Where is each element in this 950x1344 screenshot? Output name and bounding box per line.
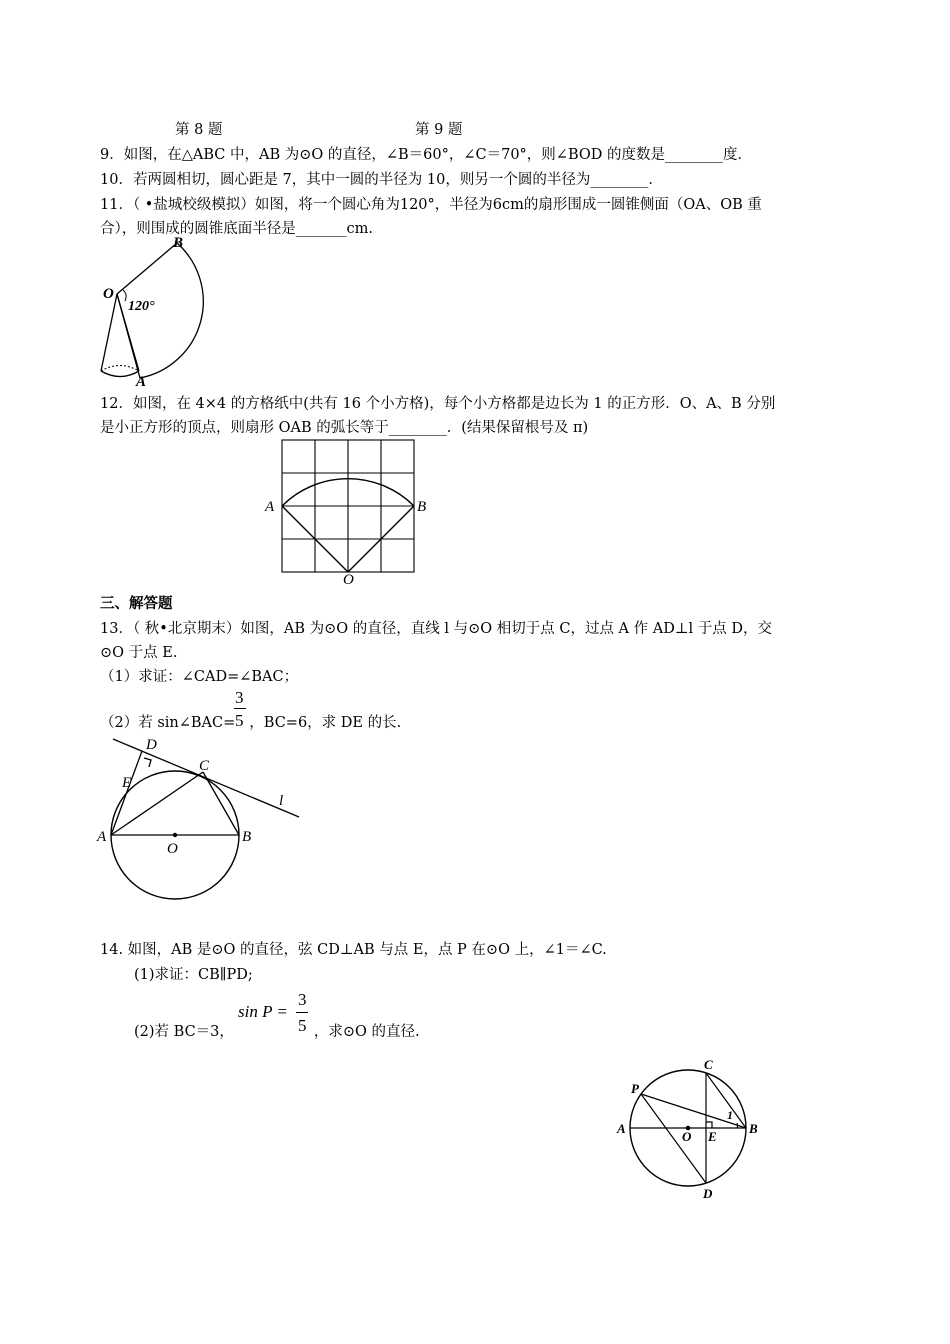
q14-circle-figure bbox=[613, 1053, 773, 1203]
q14-label-C: C bbox=[704, 1057, 713, 1072]
section-3-heading: 三、解答题 bbox=[100, 595, 173, 612]
q13-label-O: O bbox=[167, 841, 178, 857]
q13-fraction-numerator: 3 bbox=[235, 688, 244, 707]
q13-fraction-denominator: 5 bbox=[235, 711, 244, 730]
q13-part2-post: ，BC=6，求 DE 的长. bbox=[249, 715, 402, 731]
q13-label-B: B bbox=[242, 829, 252, 845]
q14-part2-post: ，求⊙O 的直径. bbox=[313, 1024, 420, 1040]
question-11-line2: 合），则围成的圆锥底面半径是_______cm. bbox=[100, 221, 373, 237]
question-12-line1: 12．如图，在 4×4 的方格纸中(共有 16 个小方格)，每个小方格都是边长为 1 的正方形．O、A、B 分别 bbox=[100, 396, 776, 412]
q13-circle-figure bbox=[95, 735, 315, 905]
q14-label-A: A bbox=[617, 1121, 626, 1136]
q13-fraction-bar bbox=[234, 708, 246, 709]
q12-grid-figure bbox=[262, 434, 432, 588]
q14-label-O: O bbox=[682, 1129, 692, 1144]
question-13-line1: 13．（ 秋•北京期末）如图，AB 为⊙O 的直径，直线 l 与⊙O 相切于点 C，过点 A 作 AD⊥l 于点 D，交 bbox=[100, 621, 772, 637]
q13-label-l: l bbox=[279, 793, 284, 809]
q11-label-O: O bbox=[103, 286, 114, 302]
q14-fraction-bar bbox=[296, 1012, 308, 1013]
q14-label-angle-1: 1 bbox=[727, 1108, 733, 1122]
q12-grid bbox=[282, 440, 414, 572]
q13-label-E: E bbox=[122, 775, 132, 791]
q12-label-O: O bbox=[343, 572, 354, 588]
question-11-line1: 11．（ •盐城校级模拟）如图，将一个圆心角为120°，半径为6cm的扇形围成一圆锥侧面（OA、OB 重 bbox=[100, 197, 762, 213]
question-14-line1: 14. 如图，AB 是⊙O 的直径，弦 CD⊥AB 与点 E，点 P 在⊙O 上，∠1＝∠C. bbox=[100, 942, 607, 958]
question-13-part2 bbox=[100, 713, 401, 733]
q13-label-A: A bbox=[97, 829, 107, 845]
q11-label-B: B bbox=[173, 235, 184, 251]
question-9: 9．如图，在△ABC 中，AB 为⊙O 的直径，∠B＝60°，∠C＝70°，则∠BOD 的度数是________度． bbox=[100, 147, 753, 163]
q11-sector-cone-figure bbox=[95, 236, 215, 391]
caption-fig8: 第 8 题 bbox=[175, 122, 223, 138]
q13-part2-pre: （2）若 sin∠BAC= bbox=[100, 715, 236, 731]
q14-fraction-denominator: 5 bbox=[298, 1016, 307, 1035]
q13-label-D: D bbox=[146, 737, 157, 753]
question-14-part2 bbox=[134, 1022, 420, 1042]
question-12-line2: 是小正方形的顶点，则扇形 OAB 的弧长等于________．(结果保留根号及 π) bbox=[100, 420, 589, 436]
caption-fig9: 第 9 题 bbox=[415, 122, 463, 138]
q11-label-A: A bbox=[136, 374, 147, 390]
q14-part2-pre: (2)若 BC＝3， bbox=[134, 1024, 234, 1040]
question-13-part1: （1）求证：∠CAD=∠BAC； bbox=[100, 669, 299, 685]
q14-label-P: P bbox=[631, 1081, 639, 1096]
q14-label-D: D bbox=[703, 1186, 713, 1201]
q14-sin-label: sin P = bbox=[238, 1002, 288, 1021]
q14-label-E: E bbox=[708, 1129, 717, 1144]
q14-label-B: B bbox=[749, 1121, 758, 1136]
q11-label-angle: 120° bbox=[128, 299, 155, 314]
q13-label-C: C bbox=[199, 758, 210, 774]
q12-label-B: B bbox=[417, 499, 427, 515]
question-13-line2: ⊙O 于点 E. bbox=[100, 645, 178, 661]
q12-label-A: A bbox=[265, 499, 275, 515]
q14-fraction-numerator: 3 bbox=[298, 990, 307, 1009]
question-14-part1: (1)求证：CB∥PD; bbox=[134, 967, 253, 983]
question-10: 10．若两圆相切，圆心距是 7，其中一圆的半径为 10，则另一个圆的半径为________． bbox=[100, 172, 663, 188]
